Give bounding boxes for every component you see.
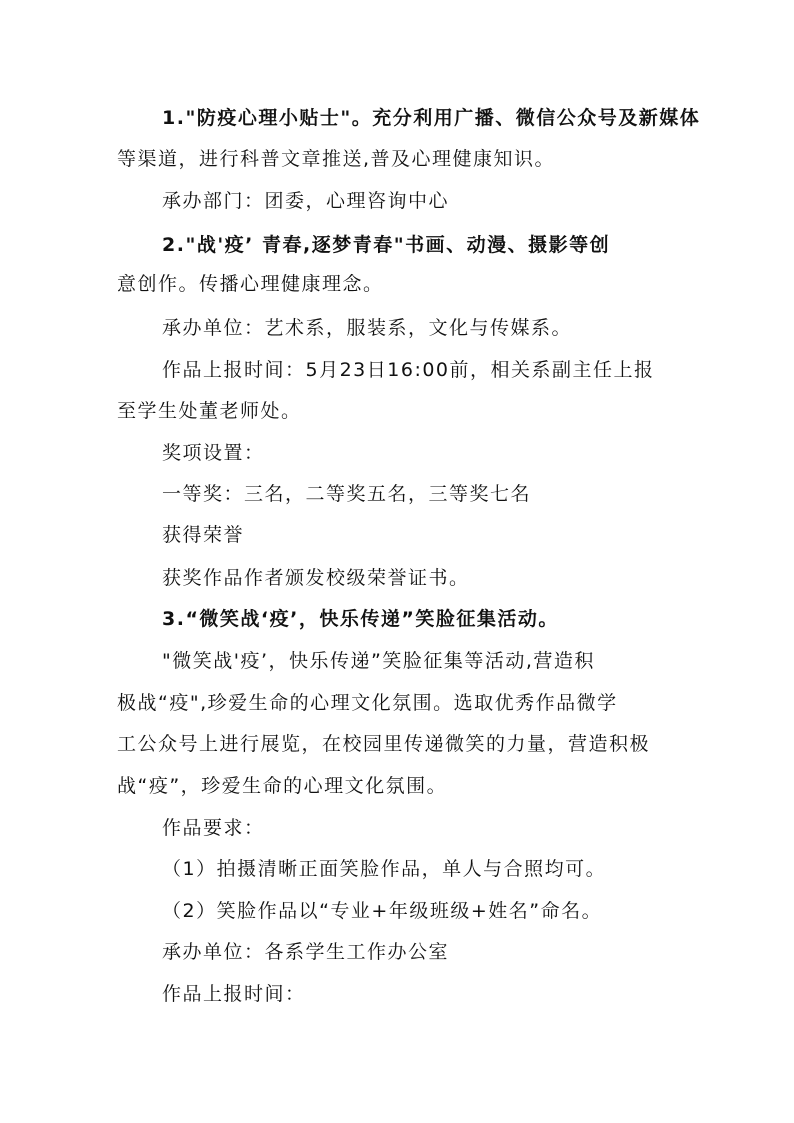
item-3-text: "微笑战'疫’，快乐传递”笑脸征集等活动,营造积 [162,650,595,672]
awards-heading: 奖项设置： [162,442,265,464]
requirement-1: （1）拍摄清晰正面笑脸作品，单人与合照均可。 [162,858,607,880]
item-3-text-continued-2: 工公众号上进行展览，在校园里传递微笑的力量，营造积极 [117,733,651,755]
item-3-organizer: 承办单位：各系学生工作办公室 [162,941,450,963]
item-2-organizer: 承办单位：艺术系，服装系，文化与传媒系。 [162,317,573,339]
item-1-organizer: 承办部门：团委，心理咨询中心 [162,190,450,212]
item-1-heading: 1."防疫心理小贴士"。充分利用广播、微信公众号及新媒体 [162,107,701,129]
awards-detail: 一等奖：三名，二等奖五名，三等奖七名 [162,483,532,505]
item-2-deadline: 作品上报时间：5月23日16:00前，相关系副主任上报 [162,359,655,381]
item-2-deadline-continued: 至学生处董老师处。 [117,400,302,422]
item-1-text-continued: 等渠道，进行科普文章推送,普及心理健康知识。 [117,148,556,170]
honor-detail: 获奖作品作者颁发校级荣誉证书。 [162,567,470,589]
item-3-heading: 3.“微笑战‘疫’，快乐传递”笑脸征集活动。 [162,608,559,630]
item-2-text-continued: 意创作。传播心理健康理念。 [117,273,384,295]
requirement-2: （2）笑脸作品以“专业+年级班级+姓名”命名。 [162,900,603,922]
honor-heading: 获得荣誉 [162,524,245,546]
item-3-deadline: 作品上报时间： [162,983,306,1005]
requirements-heading: 作品要求： [162,817,265,839]
item-3-text-continued-1: 极战“疫",珍爱生命的心理文化氛围。选取优秀作品微学 [117,692,618,714]
item-2-heading: 2."战'疫’ 青春,逐梦青春"书画、动漫、摄影等创 [162,234,611,256]
item-3-text-continued-3: 战“疫”，珍爱生命的心理文化氛围。 [117,775,448,797]
